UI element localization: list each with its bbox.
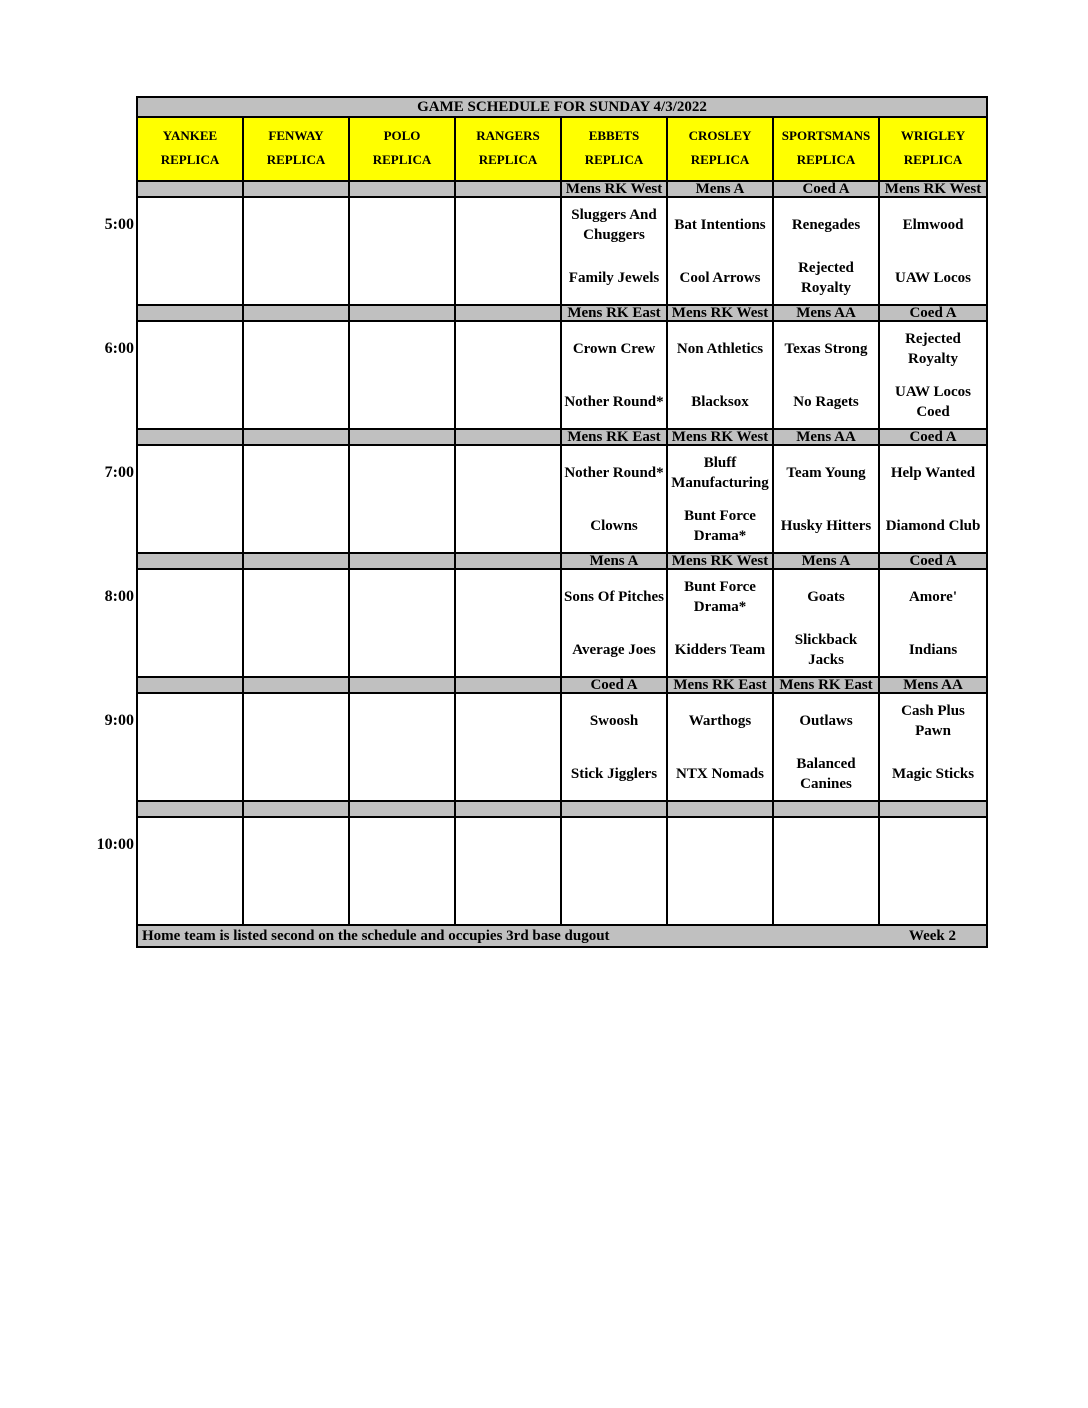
matchup-cell xyxy=(562,694,668,800)
home-team: Cool Arrows xyxy=(679,269,761,286)
matchup-cell xyxy=(668,694,774,800)
matchup-cell xyxy=(138,570,244,676)
away-team: Help Wanted xyxy=(890,464,976,481)
matchup-cell xyxy=(350,570,456,676)
division-label xyxy=(668,802,774,816)
division-row xyxy=(136,678,988,694)
division-label: Mens RK West xyxy=(668,306,774,320)
matchup-cell xyxy=(880,322,986,428)
matchup-cell xyxy=(562,322,668,428)
division-label xyxy=(244,802,350,816)
matchup-cell xyxy=(668,818,774,924)
matchup-cell xyxy=(880,818,986,924)
schedule-footer xyxy=(136,926,988,948)
away-team: Sons Of Pitches xyxy=(564,588,665,605)
field-header-rangers xyxy=(456,118,562,180)
division-label xyxy=(350,554,456,568)
time-slot-row xyxy=(136,694,988,802)
division-label xyxy=(350,306,456,320)
time-slot-row xyxy=(136,322,988,430)
matchup-cell xyxy=(138,446,244,552)
field-subtitle: REPLICA xyxy=(903,152,963,167)
field-name: WRIGLEY xyxy=(900,128,966,143)
division-label xyxy=(244,430,350,444)
field-header-crosley xyxy=(668,118,774,180)
away-team: Cash Plus Pawn xyxy=(901,702,965,739)
matchup-cell xyxy=(880,198,986,304)
division-label xyxy=(456,554,562,568)
away-team: Rejected Royalty xyxy=(905,330,961,367)
field-name: YANKEE xyxy=(162,128,218,143)
field-name: SPORTSMANS xyxy=(781,128,871,143)
field-name: RANGERS xyxy=(476,128,540,143)
division-label xyxy=(138,430,244,444)
division-label xyxy=(456,430,562,444)
time-label: 7:00 xyxy=(104,464,134,481)
division-label: Coed A xyxy=(909,553,957,569)
matchup-cell xyxy=(138,818,244,924)
away-team: Nother Round* xyxy=(564,464,664,481)
division-label xyxy=(350,182,456,196)
field-header-sportsmans xyxy=(774,118,880,180)
matchup-cell xyxy=(456,694,562,800)
away-team: Non Athletics xyxy=(676,340,764,357)
division-label: Mens RK West xyxy=(668,430,774,444)
home-team: Diamond Club xyxy=(885,517,981,534)
field-name: EBBETS xyxy=(588,128,640,143)
division-label: Mens A xyxy=(668,182,774,196)
schedule-title: GAME SCHEDULE FOR SUNDAY 4/3/2022 xyxy=(136,96,988,118)
matchup-cell xyxy=(244,198,350,304)
field-name: CROSLEY xyxy=(688,128,752,143)
division-row xyxy=(136,306,988,322)
field-subtitle: REPLICA xyxy=(372,152,432,167)
matchup-cell xyxy=(562,818,668,924)
away-team: Renegades xyxy=(791,216,861,233)
division-label: Mens AA xyxy=(903,677,963,693)
away-team: Amore' xyxy=(908,588,958,605)
division-label xyxy=(244,182,350,196)
matchup-cell xyxy=(668,570,774,676)
matchup-cell xyxy=(774,694,880,800)
matchup-cell xyxy=(350,446,456,552)
matchup-cell xyxy=(350,818,456,924)
division-label: Mens A xyxy=(562,554,668,568)
matchup-cell xyxy=(880,446,986,552)
matchup-cell xyxy=(350,198,456,304)
division-label xyxy=(138,306,244,320)
matchup-cell xyxy=(668,322,774,428)
field-subtitle: REPLICA xyxy=(690,152,750,167)
time-label: 10:00 xyxy=(96,836,134,853)
away-team: Goats xyxy=(807,588,845,605)
field-subtitle: REPLICA xyxy=(584,152,644,167)
away-team: Bluff Manufacturing xyxy=(671,454,769,491)
division-label: Coed A xyxy=(909,429,957,445)
home-team: Blacksox xyxy=(691,393,749,410)
home-team: Average Joes xyxy=(572,641,656,658)
matchup-cell xyxy=(138,322,244,428)
home-team: Rejected Royalty xyxy=(798,259,854,296)
field-header-wrigley xyxy=(880,118,986,180)
division-label: Mens RK East xyxy=(774,678,880,692)
home-team: Magic Sticks xyxy=(891,765,975,782)
game-schedule-table xyxy=(136,96,988,948)
field-subtitle: REPLICA xyxy=(478,152,538,167)
away-team: Bat Intentions xyxy=(674,216,766,233)
field-header-polo xyxy=(350,118,456,180)
division-label xyxy=(456,182,562,196)
home-team: Kidders Team xyxy=(674,641,766,658)
matchup-cell xyxy=(244,322,350,428)
home-team: NTX Nomads xyxy=(676,765,764,782)
division-label: Mens RK East xyxy=(562,306,668,320)
matchup-cell xyxy=(456,446,562,552)
time-slots xyxy=(136,182,988,926)
time-slot-row xyxy=(136,570,988,678)
matchup-cell xyxy=(244,818,350,924)
division-label: Coed A xyxy=(774,182,880,196)
matchup-cell xyxy=(774,198,880,304)
division-label xyxy=(138,678,244,692)
matchup-cell xyxy=(562,570,668,676)
matchup-cell xyxy=(456,322,562,428)
away-team: Warthogs xyxy=(688,712,752,729)
home-team: Clowns xyxy=(590,517,638,534)
matchup-cell xyxy=(668,446,774,552)
home-team: Family Jewels xyxy=(568,269,660,286)
matchup-cell xyxy=(774,818,880,924)
division-label xyxy=(350,802,456,816)
division-label xyxy=(456,678,562,692)
field-subtitle: REPLICA xyxy=(796,152,856,167)
division-label: Mens A xyxy=(774,554,880,568)
division-label: Coed A xyxy=(909,305,957,321)
away-team: Crown Crew xyxy=(572,340,656,357)
time-slot-row xyxy=(136,446,988,554)
field-subtitle: REPLICA xyxy=(266,152,326,167)
footer-note: Home team is listed second on the schedule and occupies 3rd base dugout xyxy=(142,927,610,944)
field-header-yankee xyxy=(138,118,244,180)
time-slot-row xyxy=(136,198,988,306)
division-label: Coed A xyxy=(562,678,668,692)
division-row xyxy=(136,430,988,446)
matchup-cell xyxy=(138,198,244,304)
home-team: Husky Hitters xyxy=(780,517,872,534)
matchup-cell xyxy=(350,694,456,800)
time-label: 6:00 xyxy=(104,340,134,357)
time-slot-row xyxy=(136,818,988,926)
division-row xyxy=(136,554,988,570)
division-label xyxy=(244,678,350,692)
matchup-cell xyxy=(774,322,880,428)
matchup-cell xyxy=(138,694,244,800)
away-team: Outlaws xyxy=(799,712,853,729)
matchup-cell xyxy=(668,198,774,304)
home-team: UAW Locos xyxy=(895,269,971,286)
matchup-cell xyxy=(880,570,986,676)
away-team: Swoosh xyxy=(589,712,639,729)
matchup-cell xyxy=(244,694,350,800)
matchup-cell xyxy=(774,446,880,552)
matchup-cell xyxy=(456,818,562,924)
matchup-cell xyxy=(562,446,668,552)
matchup-cell xyxy=(562,198,668,304)
division-row xyxy=(136,182,988,198)
field-subtitle: REPLICA xyxy=(160,152,220,167)
division-label xyxy=(774,802,880,816)
time-label: 5:00 xyxy=(104,216,134,233)
away-team: Elmwood xyxy=(902,216,964,233)
matchup-cell xyxy=(244,570,350,676)
time-label: 8:00 xyxy=(104,588,134,605)
home-team: Slickback Jacks xyxy=(794,631,858,668)
field-header-fenway xyxy=(244,118,350,180)
division-label xyxy=(880,802,986,816)
division-label: Mens AA xyxy=(774,306,880,320)
division-label xyxy=(138,802,244,816)
away-team: Team Young xyxy=(786,464,866,481)
field-name: POLO xyxy=(383,128,421,143)
home-team: No Ragets xyxy=(793,393,859,410)
home-team: Nother Round* xyxy=(564,393,664,410)
matchup-cell xyxy=(350,322,456,428)
field-header-row xyxy=(136,118,988,182)
away-team: Sluggers And Chuggers xyxy=(571,206,657,243)
division-label xyxy=(562,802,668,816)
division-label xyxy=(350,430,456,444)
home-team: UAW Locos Coed xyxy=(895,383,971,420)
division-label: Mens RK West xyxy=(562,182,668,196)
matchup-cell xyxy=(774,570,880,676)
division-label xyxy=(138,182,244,196)
division-label xyxy=(244,554,350,568)
home-team: Stick Jigglers xyxy=(570,765,658,782)
field-header-ebbets xyxy=(562,118,668,180)
division-label xyxy=(244,306,350,320)
division-label: Mens RK East xyxy=(562,430,668,444)
division-label: Mens RK West xyxy=(884,181,982,197)
away-team: Texas Strong xyxy=(784,340,868,357)
field-name: FENWAY xyxy=(268,128,324,143)
home-team: Indians xyxy=(908,641,958,658)
matchup-cell xyxy=(880,694,986,800)
division-label xyxy=(456,802,562,816)
division-label: Mens AA xyxy=(774,430,880,444)
division-label: Mens RK West xyxy=(668,554,774,568)
matchup-cell xyxy=(456,198,562,304)
matchup-cell xyxy=(456,570,562,676)
week-label: Week 2 xyxy=(908,927,956,944)
division-label xyxy=(456,306,562,320)
home-team: Bunt Force Drama* xyxy=(684,507,756,544)
away-team: Bunt Force Drama* xyxy=(684,578,756,615)
time-label: 9:00 xyxy=(104,712,134,729)
division-label: Mens RK East xyxy=(668,678,774,692)
home-team: Balanced Canines xyxy=(796,755,856,792)
division-label xyxy=(138,554,244,568)
division-row xyxy=(136,802,988,818)
matchup-cell xyxy=(244,446,350,552)
division-label xyxy=(350,678,456,692)
